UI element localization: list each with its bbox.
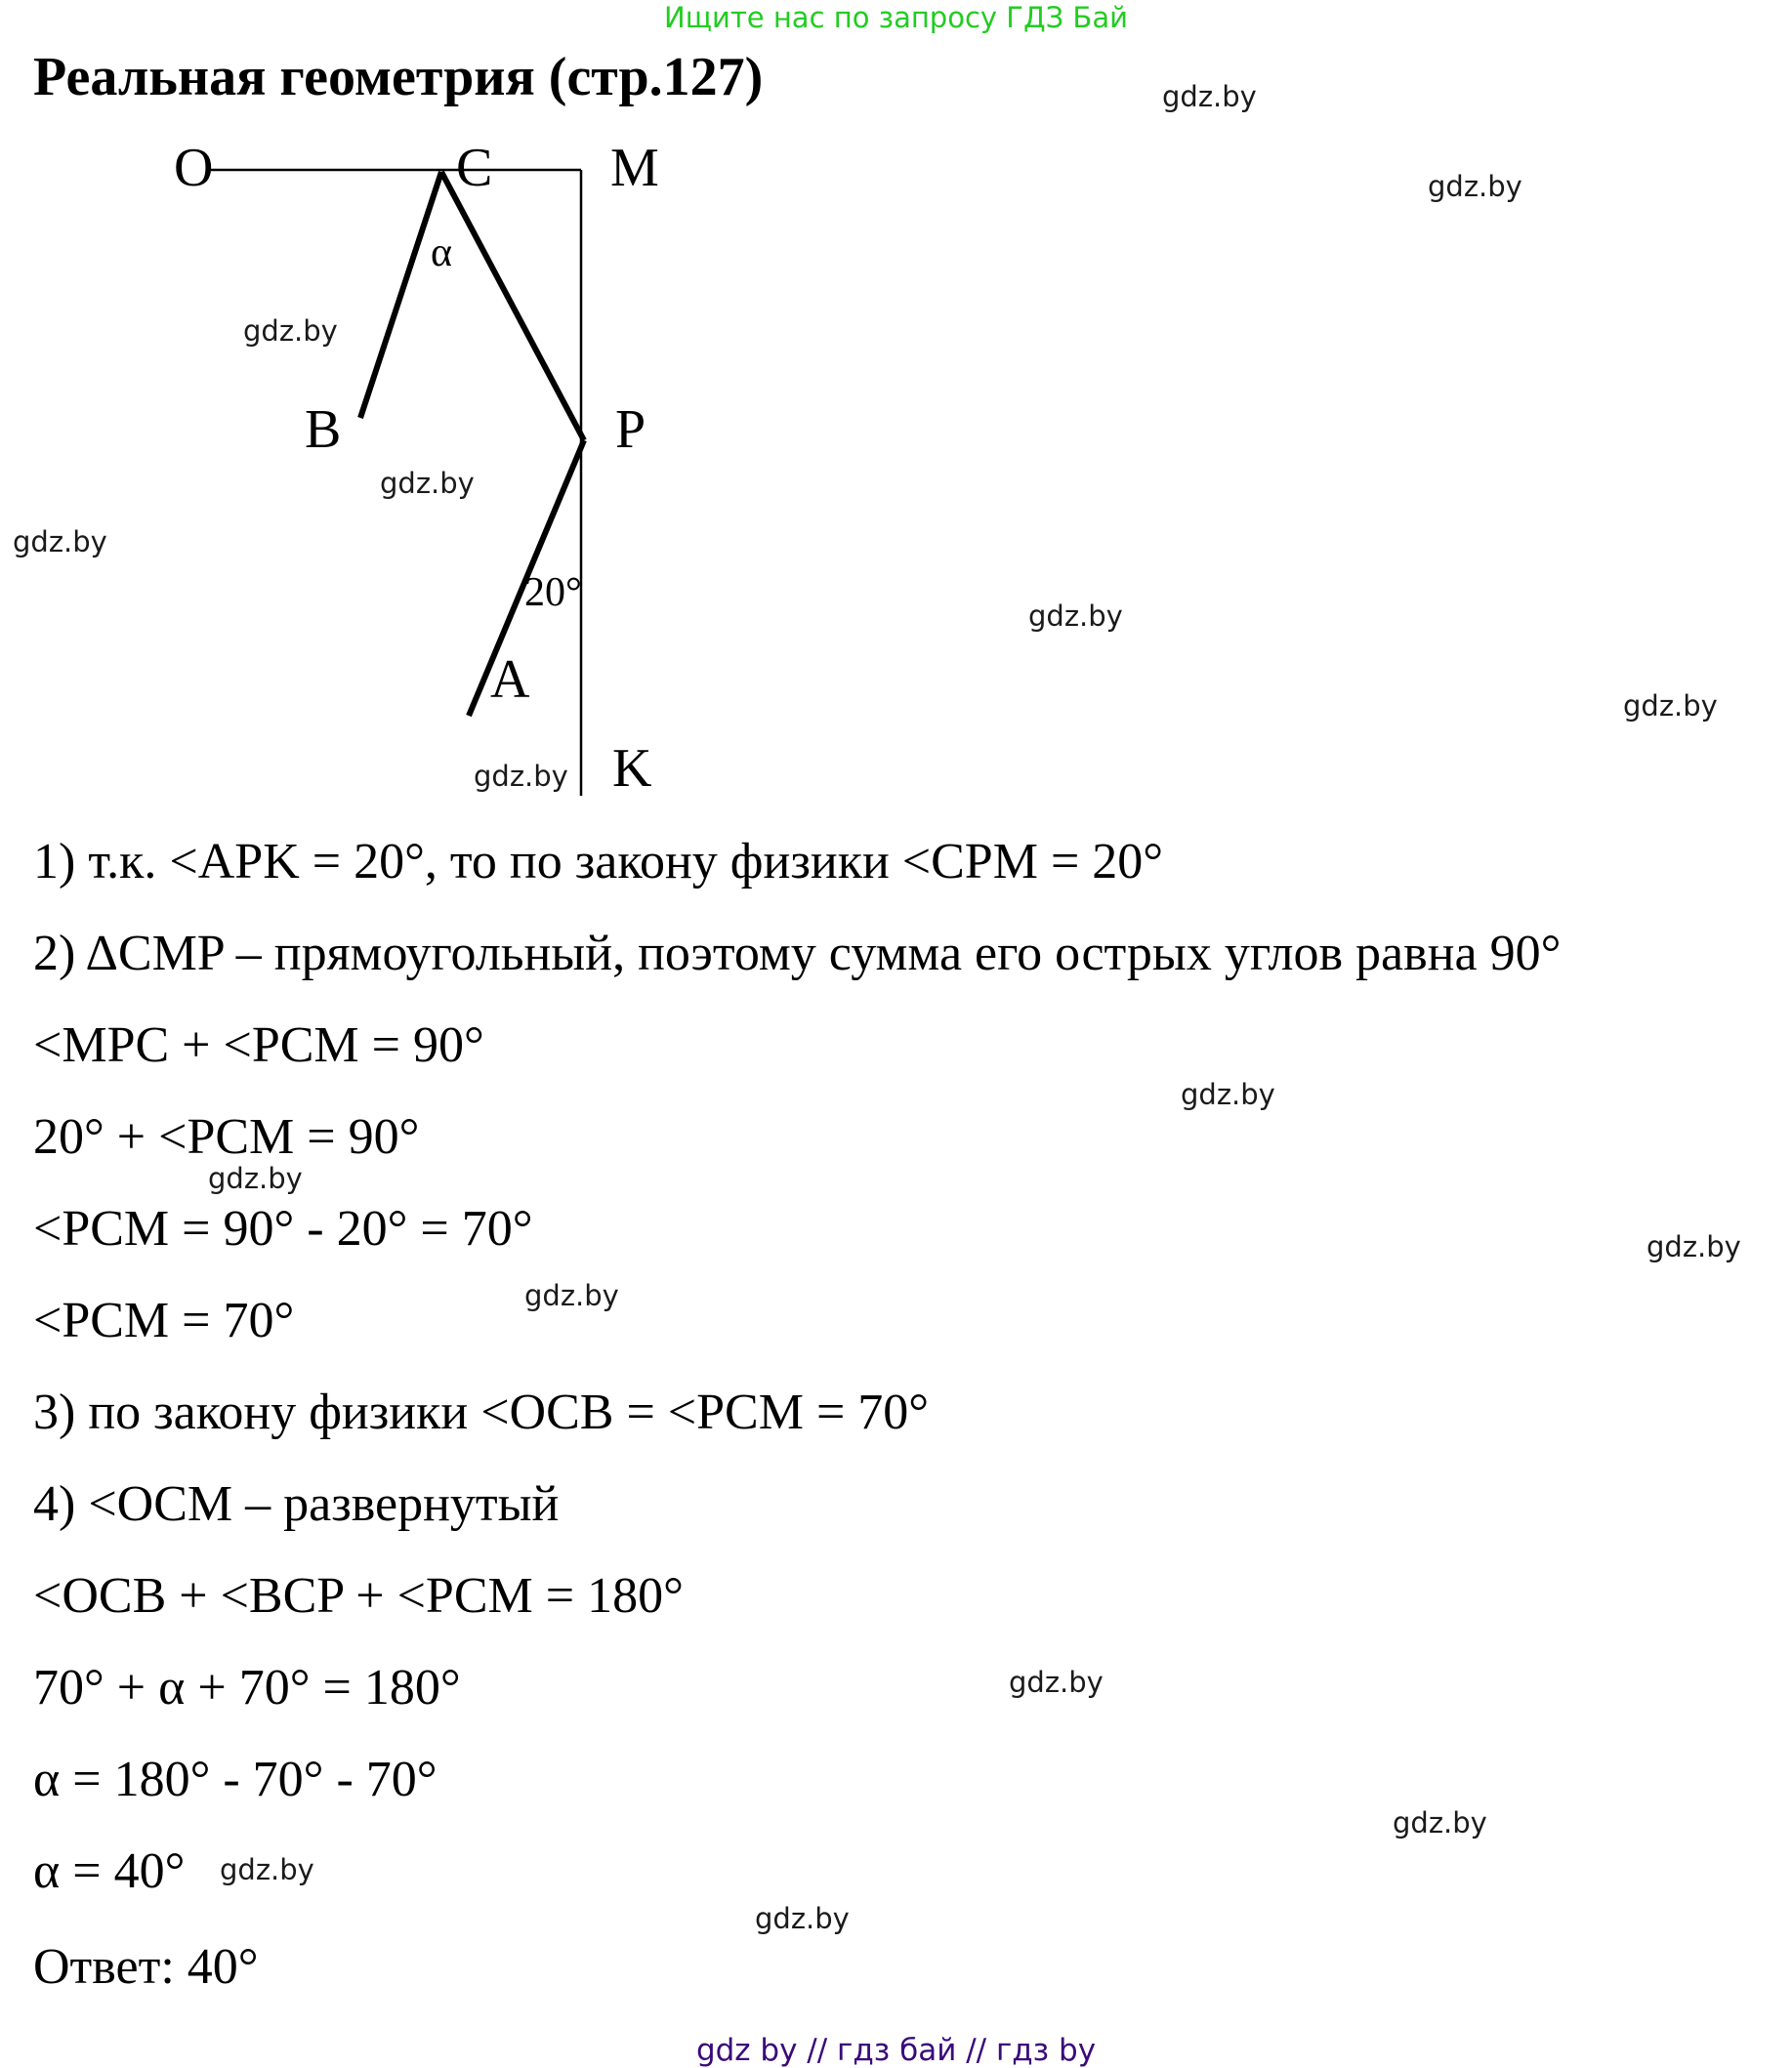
solution-line-7: 3) по закону физики <OCB = <PCM = 70°	[33, 1385, 930, 1440]
point-label-k: K	[612, 738, 652, 799]
watermark: gdz.by	[380, 467, 475, 500]
watermark: gdz.by	[1162, 80, 1257, 113]
watermark: gdz.by	[1009, 1666, 1104, 1699]
solution-line-10: 70° + α + 70° = 180°	[33, 1660, 461, 1716]
solution-line-1: 1) т.к. <APK = 20°, то по закону физики <CPM = 20°	[33, 834, 1164, 889]
solution-line-12: α = 40°	[33, 1843, 186, 1899]
ray-cp	[441, 172, 584, 440]
search-hint-link[interactable]: Ищите нас по запросу ГДЗ Бай	[664, 1, 1128, 34]
watermark: gdz.by	[1428, 170, 1522, 203]
solution-line-11: α = 180° - 70° - 70°	[33, 1752, 438, 1807]
watermark: gdz.by	[1181, 1078, 1275, 1111]
point-label-a: A	[490, 649, 530, 710]
solution-line-2: 2) ΔCMP – прямоугольный, поэтому сумма его острых углов равна 90°	[33, 926, 1562, 981]
watermark: gdz.by	[1393, 1806, 1487, 1840]
watermark: gdz.by	[220, 1853, 314, 1886]
angle-label-alpha: α	[431, 230, 453, 275]
watermark: gdz.by	[524, 1279, 619, 1312]
angle-label-20: 20°	[524, 570, 582, 615]
solution-line-4: 20° + <PCM = 90°	[33, 1109, 420, 1165]
point-label-p: P	[615, 399, 646, 460]
solution-line-9: <OCB + <BCP + <PCM = 180°	[33, 1568, 684, 1624]
watermark: gdz.by	[1623, 689, 1718, 723]
footer-links[interactable]: gdz by // гдз бай // гдз by	[695, 2033, 1097, 2068]
solution-line-5: <PCM = 90° - 20° = 70°	[33, 1201, 533, 1257]
watermark: gdz.by	[1646, 1230, 1741, 1263]
answer-line: Ответ: 40°	[33, 1939, 259, 1995]
point-label-o: O	[174, 138, 214, 198]
point-label-b: B	[305, 399, 342, 460]
solution-line-3: <MPC + <PCM = 90°	[33, 1017, 484, 1073]
watermark: gdz.by	[474, 760, 568, 793]
ray-cb	[360, 172, 441, 418]
watermark: gdz.by	[1028, 600, 1123, 633]
page-title: Реальная геометрия (стр.127)	[33, 47, 764, 107]
watermark: gdz.by	[208, 1162, 303, 1195]
geometry-diagram	[0, 0, 1792, 820]
point-label-m: M	[610, 138, 659, 198]
watermark: gdz.by	[755, 1902, 850, 1935]
point-label-c: C	[456, 138, 493, 198]
solution-line-8: 4) <OCM – развернутый	[33, 1476, 560, 1532]
watermark: gdz.by	[243, 314, 338, 348]
solution-line-6: <PCM = 70°	[33, 1293, 295, 1348]
watermark: gdz.by	[13, 525, 107, 558]
